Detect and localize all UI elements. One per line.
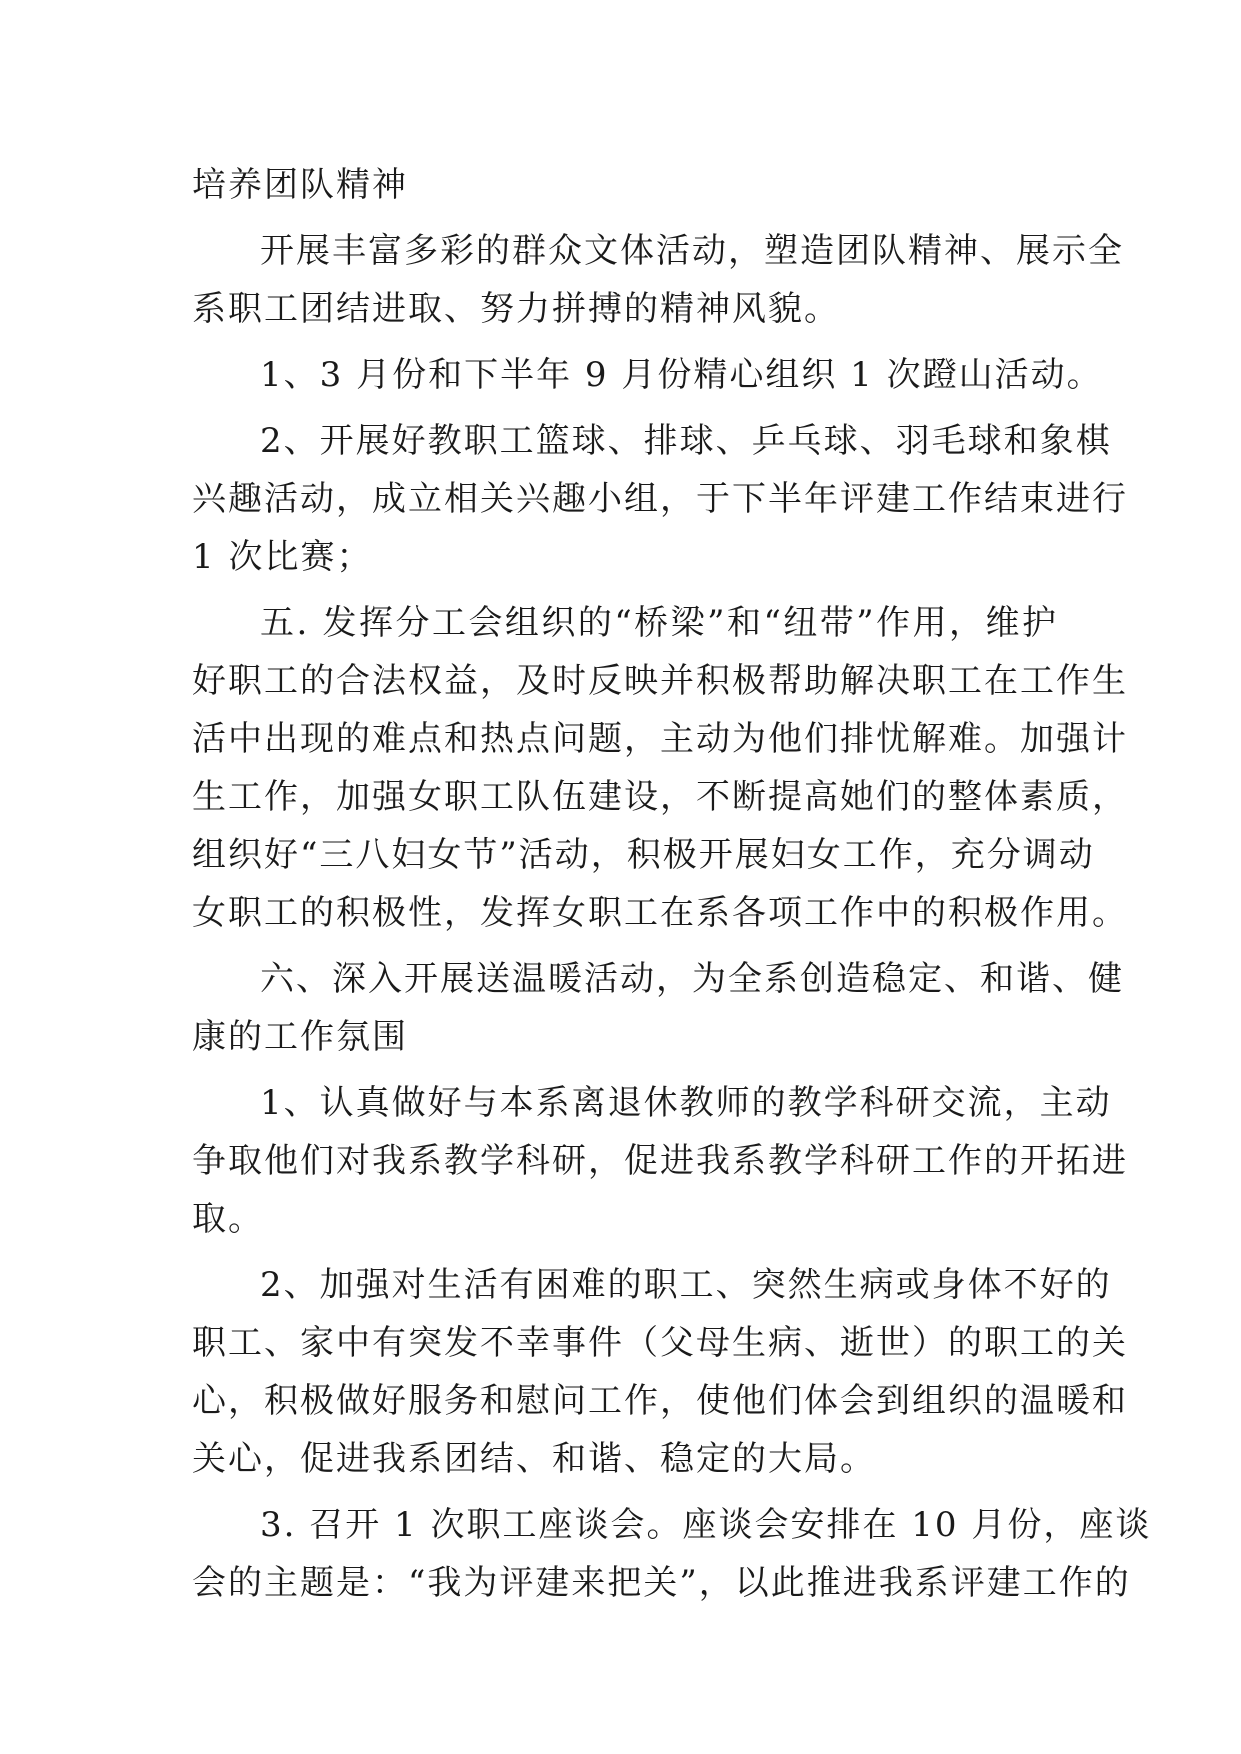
document-body: [192, 156, 1152, 1612]
text-line: 女职工的积极性，发挥女职工在系各项工作中的积极作用。: [192, 893, 1128, 933]
text-line: 活中出现的难点和热点问题，主动为他们排忧解难。加强计: [192, 719, 1128, 759]
text-line: 2、加强对生活有困难的职工、突然生病或身体不好的: [260, 1265, 1112, 1305]
text-line: 取。: [192, 1199, 264, 1239]
text-line: 五. 发挥分工会组织的“桥梁”和“纽带”作用，维护: [260, 603, 1058, 643]
text-line: 六、深入开展送温暖活动，为全系创造稳定、和谐、健: [260, 959, 1124, 999]
text-line: 3. 召开 1 次职工座谈会。座谈会安排在 10 月份，座谈: [260, 1505, 1152, 1545]
text-line: 兴趣活动，成立相关兴趣小组，于下半年评建工作结束进行: [192, 479, 1128, 519]
text-line: 关心，促进我系团结、和谐、稳定的大局。: [192, 1439, 876, 1479]
text-line: 组织好“三八妇女节”活动，积极开展妇女工作，充分调动: [192, 835, 1095, 875]
text-line: 好职工的合法权益，及时反映并积极帮助解决职工在工作生: [192, 661, 1128, 701]
text-line: 1、3 月份和下半年 9 月份精心组织 1 次蹬山活动。: [260, 355, 1103, 395]
text-line: 生工作，加强女职工队伍建设，不断提高她们的整体素质，: [192, 777, 1128, 817]
text-line: 系职工团结进取、努力拼搏的精神风貌。: [192, 289, 840, 329]
text-line: 康的工作氛围: [192, 1017, 408, 1057]
text-line: 1 次比赛；: [192, 537, 373, 577]
text-line: 开展丰富多彩的群众文体活动，塑造团队精神、展示全: [260, 231, 1124, 271]
text-line: 2、开展好教职工篮球、排球、乒乓球、羽毛球和象棋: [260, 421, 1112, 461]
text-line: 会的主题是：“我为评建来把关”，以此推进我系评建工作的: [192, 1563, 1131, 1603]
text-line: 争取他们对我系教学科研，促进我系教学科研工作的开拓进: [192, 1141, 1128, 1181]
text-line: 心，积极做好服务和慰问工作，使他们体会到组织的温暖和: [192, 1381, 1128, 1421]
text-line: 培养团队精神: [192, 165, 408, 205]
text-line: 1、认真做好与本系离退休教师的教学科研交流，主动: [260, 1083, 1112, 1123]
text-line: 职工、家中有突发不幸事件（父母生病、逝世）的职工的关: [192, 1323, 1128, 1363]
